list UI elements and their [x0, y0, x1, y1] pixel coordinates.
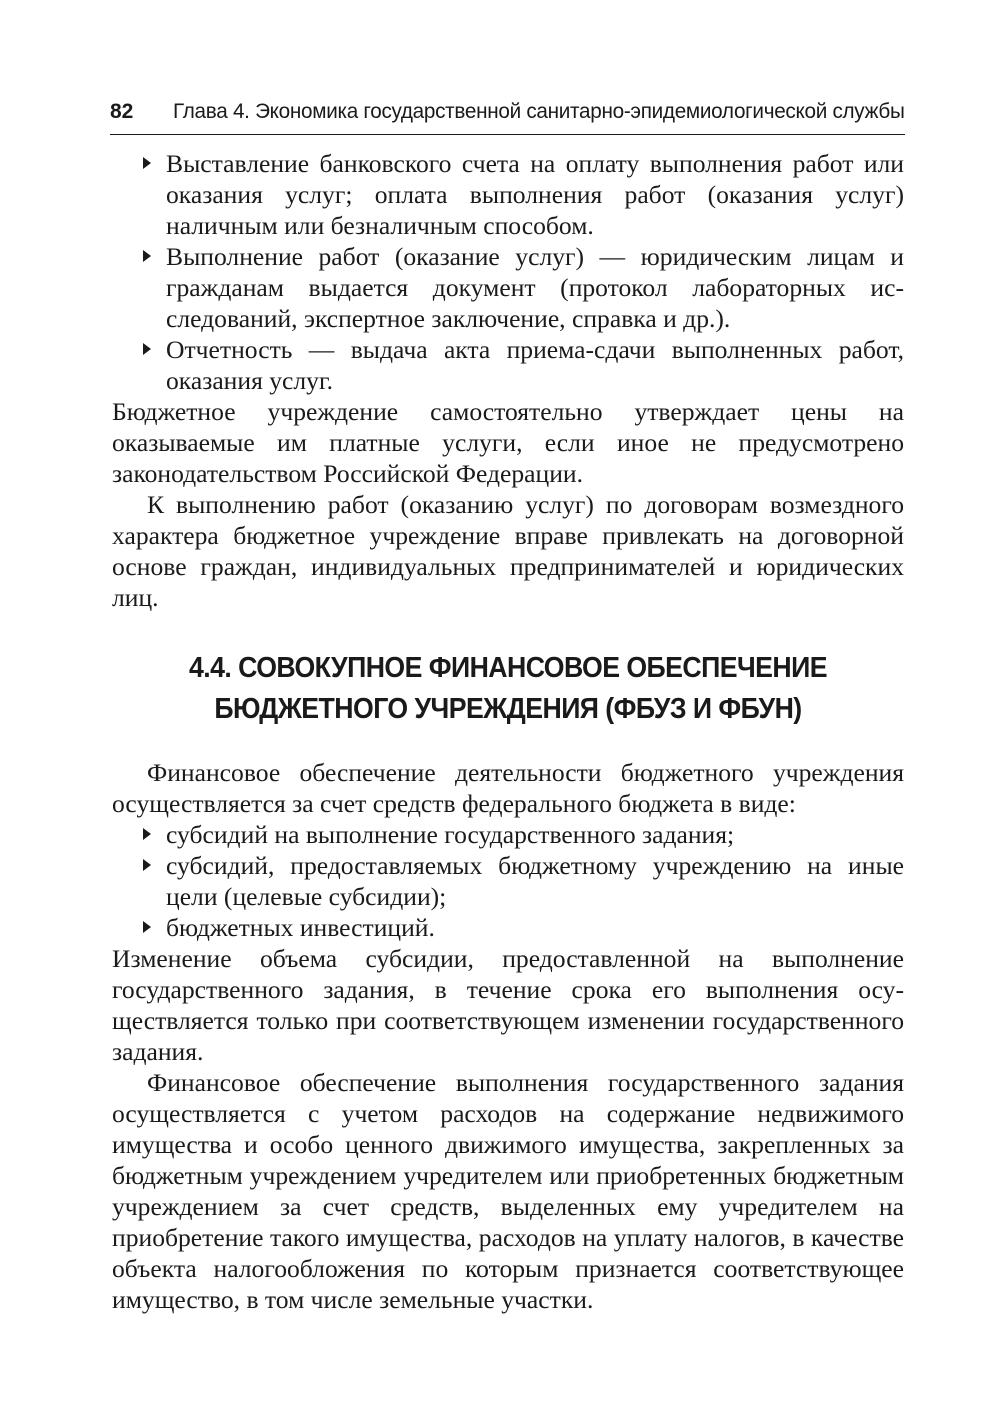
paragraph: Финансовое обеспечение выполнения государственного задания осуществляется с учетом расходов на содержание недвижимого имущества и особо ценного движимого имущества, закрепленных за бюджетным учреждением учредителем или приобретенных бюджетным учреждением за счет средств, выделенных ему учредителем на приобретение такого имущества, расходов на уплату налогов, в качестве объекта налогообложения по которым признается соответствующее имущество, в том числе земельные участки. [112, 1068, 904, 1314]
triangle-bullet-icon [143, 921, 151, 933]
list-item-text: бюджетных инвестиций. [166, 913, 435, 942]
triangle-bullet-icon [143, 250, 151, 262]
section-heading-line: БЮДЖЕТНОГО УЧРЕЖДЕНИЯ (ФБУЗ И ФБУН) [214, 693, 802, 725]
list-item-text: субсидий, предоставляемых бюджетному учреждению на иные цели (целевые субсидии); [166, 851, 904, 911]
paragraph: Финансовое обеспечение деятельности бюджетного учреждения осуществляется за счет средств федерального бюджета в виде: [112, 758, 904, 818]
triangle-bullet-icon [143, 157, 151, 169]
paragraph: Изменение объема субсидии, предоставленной на выполнение государственного задания, в течение срока его выполнения осуществляется только при соответствующем изменении государственного задания. [112, 944, 904, 1066]
list-item [112, 241, 904, 334]
list-item [112, 912, 904, 943]
paragraph: Бюджетное учреждение самостоятельно утверждает цены на оказываемые им платные услуги, если иное не предусмотрено законодательством Российской Федерации. [112, 397, 904, 488]
section-heading-line: 4.4. СОВОКУПНОЕ ФИНАНСОВОЕ ОБЕСПЕЧЕНИЕ [188, 652, 828, 684]
list-item [112, 334, 904, 396]
list-item-text: Отчетность — выдача акта приема-сдачи выполненных работ, оказания услуг. [166, 335, 904, 395]
triangle-bullet-icon [143, 859, 151, 871]
page-body [112, 148, 904, 1315]
list-item-text: Выставление банковского счета на оплату выполнения работ или оказания услуг; оплата выполнения работ (оказания услуг) наличным или безналичным способом. [166, 149, 904, 240]
list-item [112, 850, 904, 912]
running-header [110, 98, 905, 135]
list-item [112, 148, 904, 241]
triangle-bullet-icon [143, 343, 151, 355]
triangle-bullet-icon [143, 828, 151, 840]
running-title: Глава 4. Экономика государственной санитарно-эпидемиологической службы [173, 100, 905, 123]
page-number: 82 [110, 100, 134, 123]
list-item-text: Выполнение работ (оказание услуг) — юридическим лицам и гражданам выдается документ (протокол лабораторных исследований, экспертное заключение, справка и др.). [166, 242, 904, 333]
list-item-text: субсидий на выполнение государственного задания; [166, 820, 735, 849]
section-heading [144, 648, 873, 730]
paragraph: К выполнению работ (оказанию услуг) по договорам возмездного характера бюджетное учреждение вправе привлекать на договорной основе граждан, индивидуальных предпринимателей и юридических лиц. [112, 490, 904, 612]
list-item [112, 819, 904, 850]
